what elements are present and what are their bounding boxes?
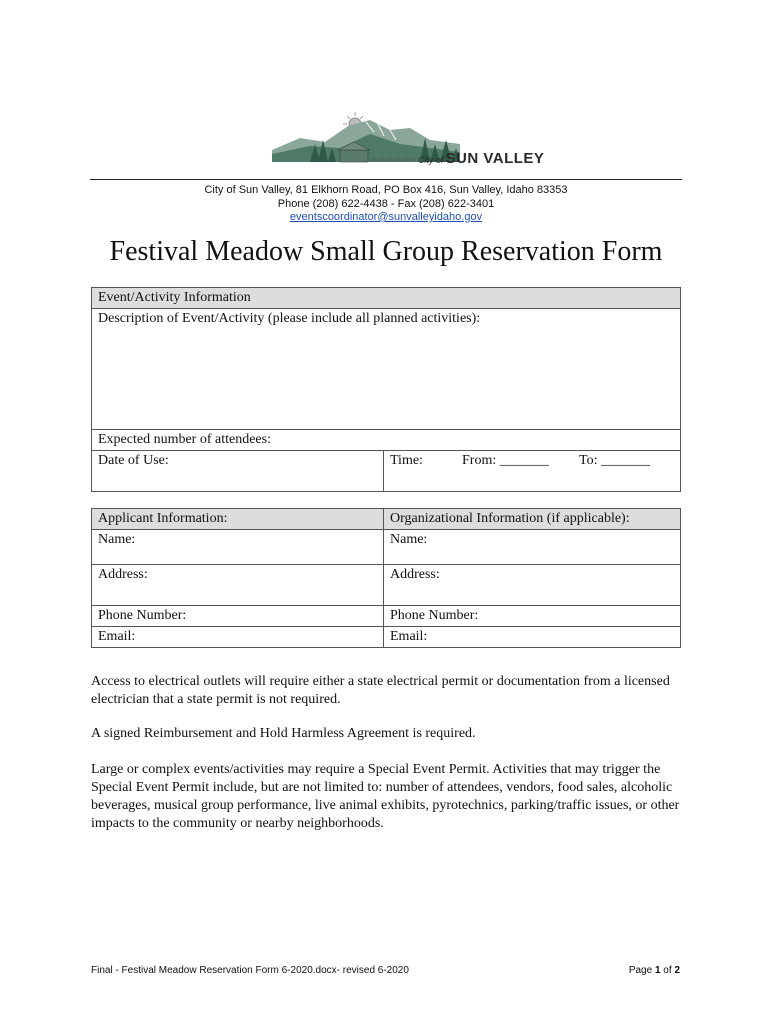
event-info-table	[91, 287, 681, 492]
email-link[interactable]: eventscoordinator@sunvalleyidaho.gov	[289, 211, 483, 223]
org-email-field[interactable]	[384, 627, 681, 648]
org-name-field[interactable]	[384, 530, 681, 565]
event-info-heading: Event/Activity Information	[92, 288, 681, 309]
page-prefix: Page	[628, 965, 655, 976]
page-mid: of	[660, 965, 675, 976]
hold-harmless-notice: A signed Reimbursement and Hold Harmless Agreement is required.	[91, 726, 476, 741]
footer-filename: Final - Festival Meadow Reservation Form 6-2020.docx- revised 6-2020	[91, 965, 409, 976]
org-email-label: Email:	[390, 629, 428, 644]
date-label: Date of Use:	[98, 453, 169, 468]
applicant-heading: Applicant Information:	[92, 509, 384, 530]
org-address-field[interactable]	[384, 565, 681, 606]
applicant-phone-field[interactable]	[92, 606, 384, 627]
page-total: 2	[674, 965, 680, 976]
header-rule	[90, 179, 682, 180]
time-field[interactable]	[384, 451, 681, 492]
org-phone-label: Phone Number:	[390, 608, 479, 623]
to-label: To: _______	[579, 453, 650, 468]
contact-block	[90, 184, 682, 225]
org-phone-field[interactable]	[384, 606, 681, 627]
org-heading: Organizational Information (if applicable):	[384, 509, 681, 530]
electrical-notice: Access to electrical outlets will require either a state electrical permit or documentation from a licensed electrician that a state permit is not required.	[91, 674, 670, 707]
address-line: City of Sun Valley, 81 Elkhorn Road, PO Box 416, Sun Valley, Idaho 83353	[204, 184, 568, 196]
org-address-label: Address:	[390, 567, 440, 582]
description-label: Description of Event/Activity (please include all planned activities):	[98, 311, 481, 326]
description-field[interactable]	[92, 309, 681, 430]
special-event-notice: Large or complex events/activities may require a Special Event Permit. Activities that may trigger the Special Event Permit include, but are not limited to: number of attendees, vendors, food sales, alcoholic beverages, musical group performance, live animal exhibits, pyrotechnics, parking/traffic issues, or other impacts to the community or nearby neighborhoods.	[91, 762, 680, 831]
applicant-phone-label: Phone Number:	[98, 608, 187, 623]
time-label: Time:	[390, 453, 423, 468]
page-number	[629, 965, 680, 976]
phone-line: Phone (208) 622-4438 - Fax (208) 622-3401	[277, 197, 495, 210]
applicant-address-field[interactable]	[92, 565, 384, 606]
date-field[interactable]	[92, 451, 384, 492]
applicant-name-label: Name:	[98, 532, 136, 547]
attendees-field[interactable]	[92, 430, 681, 451]
applicant-email-field[interactable]	[92, 627, 384, 648]
logo-wordmark	[418, 150, 544, 168]
page-title: Festival Meadow Small Group Reservation Form	[109, 236, 663, 267]
from-label: From: _______	[462, 453, 549, 468]
attendees-label: Expected number of attendees:	[98, 432, 271, 447]
logo-city-of: City of	[418, 155, 444, 165]
org-name-label: Name:	[390, 532, 428, 547]
applicant-email-label: Email:	[98, 629, 136, 644]
applicant-name-field[interactable]	[92, 530, 384, 565]
logo-sun-valley: SUN VALLEY	[445, 150, 545, 167]
page-current: 1	[654, 965, 661, 976]
applicant-info-table	[91, 508, 681, 648]
applicant-address-label: Address:	[98, 567, 148, 582]
